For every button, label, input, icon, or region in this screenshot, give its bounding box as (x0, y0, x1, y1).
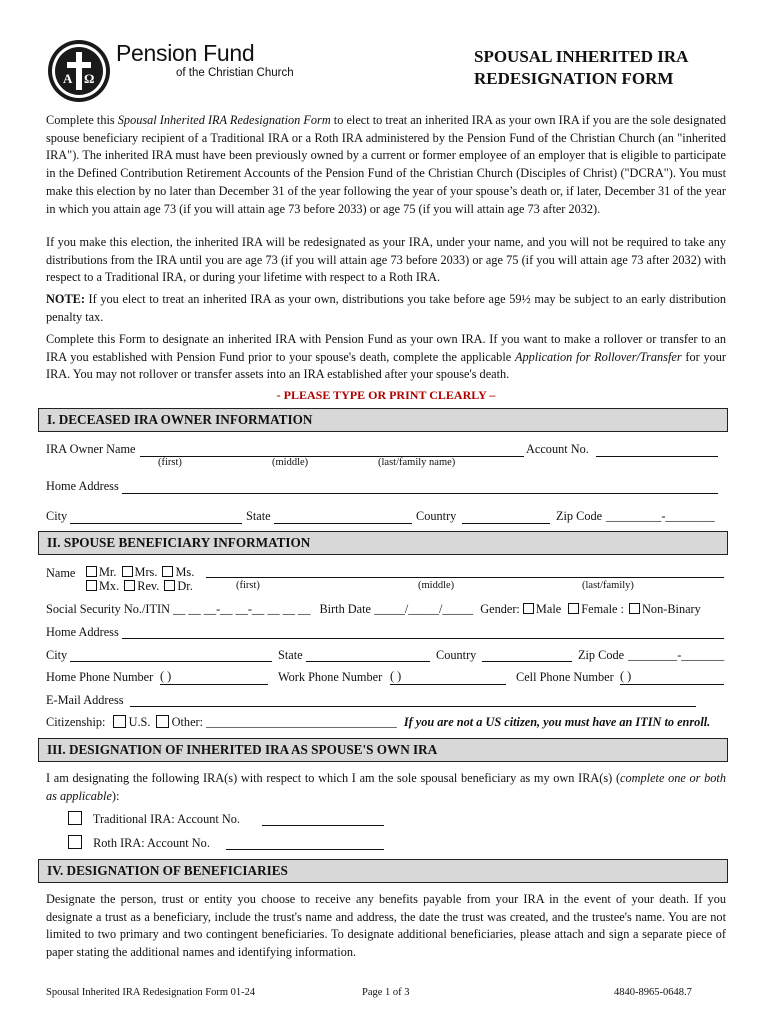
other-citizenship-field[interactable]: _______________________________ (206, 715, 397, 729)
mrs-checkbox[interactable] (122, 566, 133, 577)
section-2-heading: II. SPOUSE BENEFICIARY INFORMATION (38, 531, 728, 555)
cell-phone-field[interactable]: ( ) (620, 668, 724, 684)
ssn-row: Social Security No./ITIN __ __ __-__ __-__ __ __ __ Birth Date _____/_____/_____ Gender: Male Female : Non-Binary (46, 602, 701, 616)
traditional-ira-checkbox[interactable] (68, 811, 82, 825)
roth-ira-checkbox[interactable] (68, 835, 82, 849)
ssn-label: Social Security No./ITIN (46, 602, 170, 616)
print-clearly-note: - PLEASE TYPE OR PRINT CLEARLY – (276, 388, 496, 402)
owner-zip-field[interactable]: _________-________ (606, 509, 715, 523)
spouse-first-hint: (first) (236, 580, 260, 591)
spouse-home-address-label: Home Address (46, 625, 119, 639)
spouse-middle-hint: (middle) (418, 580, 455, 591)
birth-date-label: Birth Date (319, 602, 372, 616)
footer-page-number: Page 1 of 3 (362, 987, 410, 998)
first-name-hint: (first) (158, 457, 182, 468)
title-options-row-2: Mx. Rev. Dr. (86, 578, 193, 594)
svg-text:A: A (63, 71, 73, 86)
home-phone-field[interactable]: ( ) (160, 668, 270, 684)
other-citizen-checkbox[interactable] (156, 715, 169, 728)
spouse-state-field[interactable] (306, 646, 430, 662)
owner-name-field[interactable] (140, 441, 524, 457)
gender-label: Gender: (480, 602, 520, 616)
owner-account-field[interactable] (596, 441, 718, 457)
spouse-home-address-field[interactable] (122, 623, 724, 639)
cell-phone-label: Cell Phone Number (516, 670, 614, 684)
nonbinary-checkbox[interactable] (629, 603, 640, 614)
section-3-text: I am designating the following IRA(s) with respect to which I am the sole spousal beneficiary as my own IRA(s) (complete one or both as applicable): (46, 771, 726, 803)
work-phone-label: Work Phone Number (278, 670, 383, 684)
birth-date-field[interactable]: _____/_____/_____ (374, 602, 474, 616)
female-checkbox[interactable] (568, 603, 579, 614)
section-1-heading: I. DECEASED IRA OWNER INFORMATION (38, 408, 728, 432)
owner-city-label: City (46, 509, 68, 523)
spouse-state-label: State (278, 648, 303, 662)
pension-fund-logo (46, 38, 112, 104)
citizenship-row: Citizenship: U.S. Other: _______________________________ If you are not a US citizen, you must have an ITIN to enroll. (46, 715, 711, 729)
middle-name-hint: (middle) (272, 457, 309, 468)
rev-checkbox[interactable] (124, 580, 135, 591)
spouse-country-label: Country (436, 648, 477, 662)
owner-city-field[interactable] (70, 508, 242, 524)
citizenship-label: Citizenship: (46, 715, 106, 729)
owner-state-field[interactable] (274, 508, 412, 524)
svg-text:Ω: Ω (84, 71, 95, 86)
title-options-row-1: Mr. Mrs. Ms. (86, 564, 194, 580)
spouse-zip-label: Zip Code (578, 648, 625, 662)
us-citizen-checkbox[interactable] (113, 715, 126, 728)
section-4-text: Designate the person, trust or entity you choose to receive any benefits payable from your IRA in the event of your death. If you designate a trust as a beneficiary, include the trust's name and address, the date the trust was created, and the trustee's name. You are not limited to two primary and two contingent beneficiaries. To designate additional beneficiaries, please attach and sign a separate piece of paper stating the additional names and identifying information. (46, 892, 726, 960)
spouse-name-field[interactable] (206, 562, 724, 578)
roth-ira-row (68, 835, 210, 851)
note-paragraph: NOTE: If you elect to treat an inherited IRA as your own, distributions you take before age 59½ may be subject to an early distribution penalty tax. (46, 292, 726, 324)
ssn-field[interactable]: __ __ __-__ __-__ __ __ __ (173, 602, 311, 616)
owner-country-label: Country (416, 509, 457, 523)
male-checkbox[interactable] (523, 603, 534, 614)
org-subtitle: of the Christian Church (176, 67, 294, 79)
email-field[interactable] (130, 691, 696, 707)
note-label: NOTE: (46, 292, 85, 306)
roth-ira-account-field[interactable] (226, 834, 384, 850)
intro-paragraph-4: Complete this Form to designate an inherited IRA with Pension Fund as your own IRA. If you want to make a rollover or transfer to an IRA you established with Pension Fund prior to your spouse's death, complete the applicable Application for Rollover/Transfer for your IRA. You may not rollover or transfer assets into an IRA established after your spouse's death. (46, 332, 726, 382)
itin-note: If you are not a US citizen, you must have an ITIN to enroll. (403, 715, 711, 729)
footer-form-id: Spousal Inherited IRA Redesignation Form 01-24 (46, 987, 256, 998)
work-phone-field[interactable]: ( ) (390, 668, 508, 684)
section-4-heading: IV. DESIGNATION OF BENEFICIARIES (38, 859, 728, 883)
roth-ira-label: Roth IRA: Account No. (93, 836, 210, 850)
intro-paragraph-1: Complete this Spousal Inherited IRA Redesignation Form to elect to treat an inherited IRA as your own IRA if you are the sole designated spouse beneficiary recipient of a Traditional IRA or a Roth IRA administered by the Pension Fund of the Christian Church (an "inherited IRA"). The inherited IRA must have been previously owned by a current or former employee of an employer that is eligible to participate in the Defined Contribution Retirement Accounts of the Pension Fund of the Christian Church (Disciples of Christ) ("DCRA"). You must make this election by no later than December 31 of the year following the year of your spouse’s death or, if later, December 31 of the year in which you attain age 73 (if you will attain age 73 before 2033) or age 75 (if you will attain age 73 after 2032). (46, 113, 726, 216)
form-title-line1: SPOUSAL INHERITED IRA (474, 47, 689, 66)
owner-home-address-field[interactable] (122, 478, 718, 494)
mx-checkbox[interactable] (86, 580, 97, 591)
home-phone-label: Home Phone Number (46, 670, 154, 684)
last-name-hint: (last/family name) (378, 457, 456, 468)
owner-home-address-label: Home Address (46, 479, 119, 493)
footer-doc-number: 4840-8965-0648.7 (614, 987, 692, 998)
email-label: E-Mail Address (46, 693, 124, 707)
spouse-name-label: Name (46, 566, 76, 580)
form-title (474, 46, 688, 90)
owner-name-label: IRA Owner Name (46, 442, 136, 456)
traditional-ira-row (68, 811, 240, 827)
spouse-city-field[interactable] (70, 646, 272, 662)
traditional-ira-account-field[interactable] (262, 810, 384, 826)
dr-checkbox[interactable] (164, 580, 175, 591)
section-3-heading: III. DESIGNATION OF INHERITED IRA AS SPOUSE'S OWN IRA (38, 738, 728, 762)
intro-paragraph-2: If you make this election, the inherited IRA will be redesignated as your IRA, under your name, and you will not be required to take any distributions from the IRA until you are age 73 (if you will attain age 73 before 2033) or age 75 (if you will attain age 73 after 2032) with respect to a Traditional IRA, or during your lifetime with respect to a Roth IRA. (46, 235, 726, 285)
spouse-zip-field[interactable]: ________-_______ (628, 648, 725, 662)
owner-country-field[interactable] (462, 508, 550, 524)
form-title-line2: REDESIGNATION FORM (474, 69, 674, 88)
spouse-country-field[interactable] (482, 646, 572, 662)
ms-checkbox[interactable] (162, 566, 173, 577)
spouse-last-hint: (last/family) (582, 580, 634, 591)
owner-zip-label: Zip Code (556, 509, 603, 523)
owner-state-label: State (246, 509, 271, 523)
org-name: Pension Fund (116, 40, 255, 66)
account-label: Account No. (526, 442, 589, 456)
spouse-city-label: City (46, 648, 68, 662)
mr-checkbox[interactable] (86, 566, 97, 577)
traditional-ira-label: Traditional IRA: Account No. (92, 812, 240, 826)
